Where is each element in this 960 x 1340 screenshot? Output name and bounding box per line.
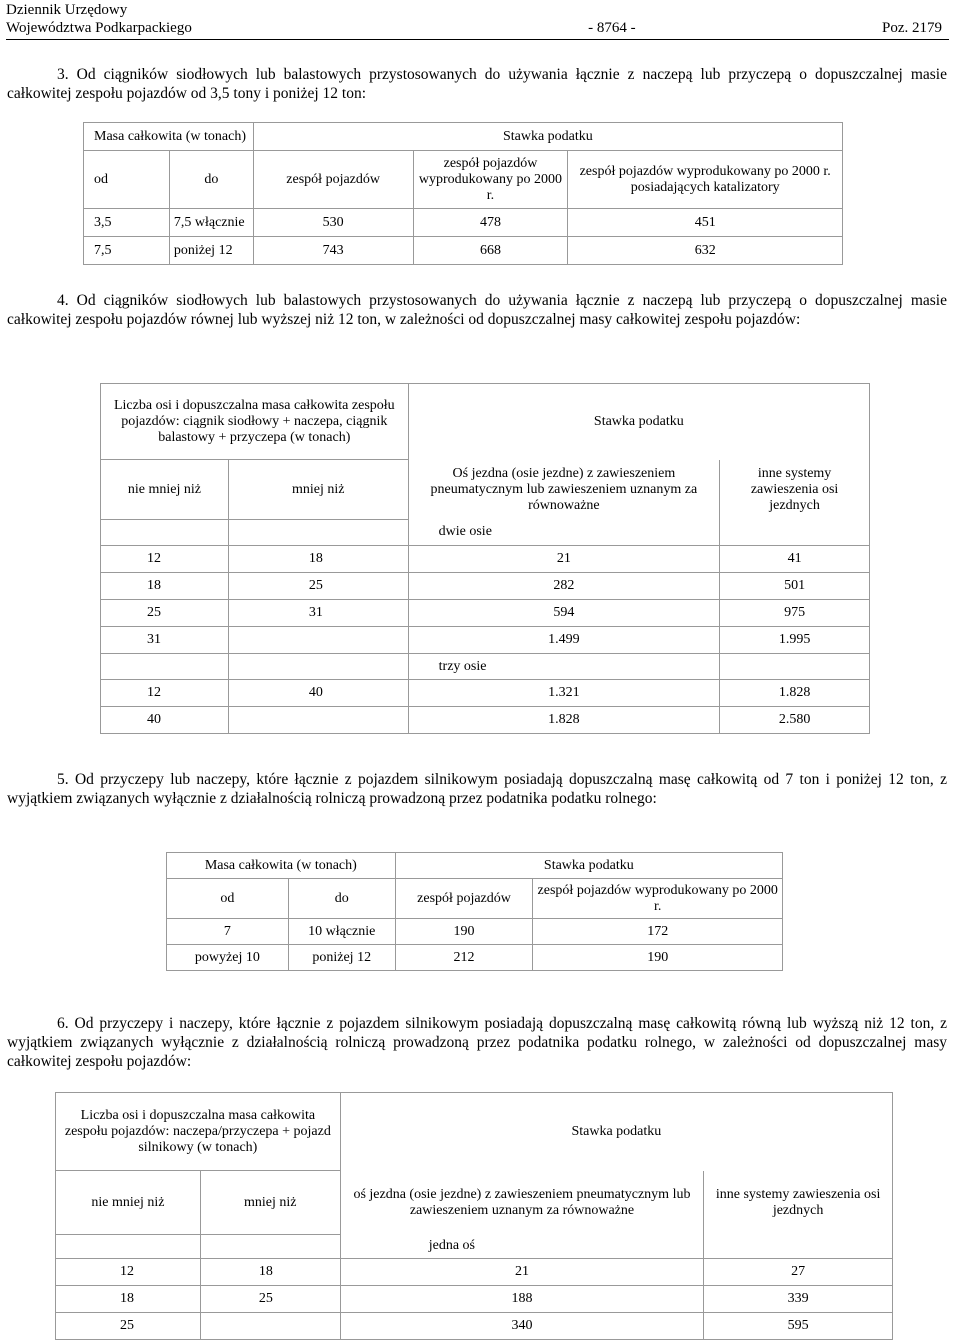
header-zespol: zespół pojazdów — [253, 151, 413, 209]
cell: 190 — [395, 919, 533, 945]
table-row — [167, 919, 783, 945]
cell: 190 — [533, 945, 783, 971]
cell: 632 — [568, 237, 843, 265]
cell — [200, 1313, 340, 1340]
group-label-jedna-os: jedna oś — [340, 1235, 703, 1259]
cell: poniżej 12 — [169, 237, 253, 265]
header-divider — [6, 39, 949, 40]
cell: 188 — [340, 1286, 703, 1313]
header-mniej-niz: mniej niż — [200, 1171, 340, 1235]
header-stawka: Stawka podatku — [408, 384, 869, 460]
header-stawka: Stawka podatku — [340, 1093, 892, 1171]
cell: 12 — [56, 1259, 201, 1286]
cell: 12 — [101, 680, 229, 707]
cell: 339 — [704, 1286, 893, 1313]
cell: 1.321 — [408, 680, 720, 707]
cell: 743 — [253, 237, 413, 265]
cell: 41 — [720, 546, 870, 573]
section-6-text: 6. Od przyczepy i naczepy, które łącznie z pojazdem silnikowym posiadają dopuszczalną masę całkowitą równą lub wyższą niż 12 ton, z wyjątkiem związanych wyłącznie z działalnością rolniczą prowadzoną przez podatnika podatku rolnego, w zależności od dopuszczalnej masy całkowitej zespołu pojazdów: — [7, 1015, 947, 1070]
cell: 7 — [167, 919, 289, 945]
cell: 212 — [395, 945, 533, 971]
cell: 21 — [408, 546, 720, 573]
cell: 3,5 — [84, 209, 170, 237]
cell: 18 — [56, 1286, 201, 1313]
cell: poniżej 12 — [288, 945, 395, 971]
cell: 18 — [228, 546, 408, 573]
cell: 501 — [720, 573, 870, 600]
cell: 594 — [408, 600, 720, 627]
header-mniej-niz: mniej niż — [228, 460, 408, 520]
cell: 451 — [568, 209, 843, 237]
table-row — [101, 627, 870, 654]
cell: 172 — [533, 919, 783, 945]
header-od: od — [167, 879, 289, 919]
cell: 18 — [101, 573, 229, 600]
group-label-dwie-osie: dwie osie — [408, 520, 720, 546]
table-row — [167, 945, 783, 971]
header-nie-mniej-niz: nie mniej niż — [56, 1171, 201, 1235]
cell: 668 — [413, 237, 568, 265]
position-number: Poz. 2179 — [881, 20, 942, 36]
cell: 40 — [228, 680, 408, 707]
cell: 530 — [253, 209, 413, 237]
table-row — [101, 707, 870, 734]
header-masa: Masa całkowita (w tonach) — [84, 123, 254, 151]
cell — [228, 707, 408, 734]
section-3-text: 3. Od ciągników siodłowych lub balastowych przystosowanych do używania łącznie z naczepą lub przyczepą o dopuszczalnej masie całkowitej zespołu pojazdów od 3,5 tony i poniżej 12 ton: — [7, 66, 947, 102]
cell: 10 włącznie — [288, 919, 395, 945]
cell: 282 — [408, 573, 720, 600]
cell: 25 — [56, 1313, 201, 1340]
section-4-table — [100, 383, 870, 734]
cell: 1.499 — [408, 627, 720, 654]
cell: 40 — [101, 707, 229, 734]
header-liczba-osi: Liczba osi i dopuszczalna masa całkowita zespołu pojazdów: ciągnik siodłowy + naczepa, ciągnik balastowy + przyczepa (w tonach) — [101, 384, 409, 460]
table-row — [56, 1286, 893, 1313]
cell: 2.580 — [720, 707, 870, 734]
header-inne-systemy: inne systemy zawieszenia osi jezdnych — [720, 460, 870, 520]
page-number: - 8764 - — [588, 20, 636, 36]
table-row — [56, 1259, 893, 1286]
cell: 7,5 — [84, 237, 170, 265]
header-do: do — [169, 151, 253, 209]
table-row — [101, 600, 870, 627]
header-row — [6, 19, 942, 37]
cell: 478 — [413, 209, 568, 237]
cell: 27 — [704, 1259, 893, 1286]
table-row — [101, 546, 870, 573]
header-os-jezdna: oś jezdna (osie jezdne) z zawieszeniem pneumatycznym lub zawieszeniem uznanym za równoważne — [340, 1171, 703, 1235]
cell: powyżej 10 — [167, 945, 289, 971]
page-header — [6, 1, 942, 37]
header-zespol-2000: zespół pojazdów wyprodukowany po 2000 r. — [413, 151, 568, 209]
section-4-text: 4. Od ciągników siodłowych lub balastowych przystosowanych do używania łącznie z naczepą lub przyczepą o dopuszczalnej masie całkowitej zespołu pojazdów równej lub wyższej niż 12 ton, w zależności od dopuszczalnej masy całkowitej zespołu pojazdów: — [7, 292, 947, 328]
cell: 975 — [720, 600, 870, 627]
table-row — [101, 573, 870, 600]
section-5-text: 5. Od przyczepy lub naczepy, które łącznie z pojazdem silnikowym posiadają dopuszczalną masę całkowitą od 7 ton i poniżej 12 ton, z wyjątkiem związanych wyłącznie z działalnością rolniczą prowadzoną przez podatnika podatku rolnego: — [7, 771, 947, 807]
header-liczba-osi: Liczba osi i dopuszczalna masa całkowita zespołu pojazdów: naczepa/przyczepa + pojazd silnikowy (w tonach) — [56, 1093, 341, 1171]
cell: 31 — [228, 600, 408, 627]
table-row — [84, 237, 843, 265]
header-stawka: Stawka podatku — [253, 123, 842, 151]
header-zespol: zespół pojazdów — [395, 879, 533, 919]
cell: 7,5 włącznie — [169, 209, 253, 237]
journal-region: Województwa Podkarpackiego — [6, 20, 192, 36]
table-row — [56, 1313, 893, 1340]
cell: 595 — [704, 1313, 893, 1340]
journal-title: Dziennik Urzędowy — [6, 2, 128, 18]
header-inne-systemy: inne systemy zawieszenia osi jezdnych — [704, 1171, 893, 1235]
header-os-jezdna: Oś jezdna (osie jezdne) z zawieszeniem pneumatycznym lub zawieszeniem uznanym za równoważne — [408, 460, 720, 520]
header-stawka: Stawka podatku — [395, 853, 782, 879]
header-do: do — [288, 879, 395, 919]
cell — [228, 627, 408, 654]
cell: 340 — [340, 1313, 703, 1340]
cell: 25 — [228, 573, 408, 600]
cell: 1.828 — [408, 707, 720, 734]
table-row — [101, 680, 870, 707]
header-zespol-katalizator: zespół pojazdów wyprodukowany po 2000 r. posiadających katalizatory — [568, 151, 843, 209]
cell: 1.995 — [720, 627, 870, 654]
cell: 1.828 — [720, 680, 870, 707]
cell: 21 — [340, 1259, 703, 1286]
section-5-table — [166, 852, 783, 971]
cell: 31 — [101, 627, 229, 654]
header-zespol-2000: zespół pojazdów wyprodukowany po 2000 r. — [533, 879, 783, 919]
group-label-trzy-osie: trzy osie — [408, 654, 720, 680]
section-3-table — [83, 122, 843, 265]
cell: 18 — [200, 1259, 340, 1286]
cell: 12 — [101, 546, 229, 573]
header-nie-mniej-niz: nie mniej niż — [101, 460, 229, 520]
header-od: od — [84, 151, 170, 209]
section-6-table — [55, 1092, 893, 1340]
cell: 25 — [101, 600, 229, 627]
header-masa: Masa całkowita (w tonach) — [167, 853, 396, 879]
table-row — [84, 209, 843, 237]
cell: 25 — [200, 1286, 340, 1313]
